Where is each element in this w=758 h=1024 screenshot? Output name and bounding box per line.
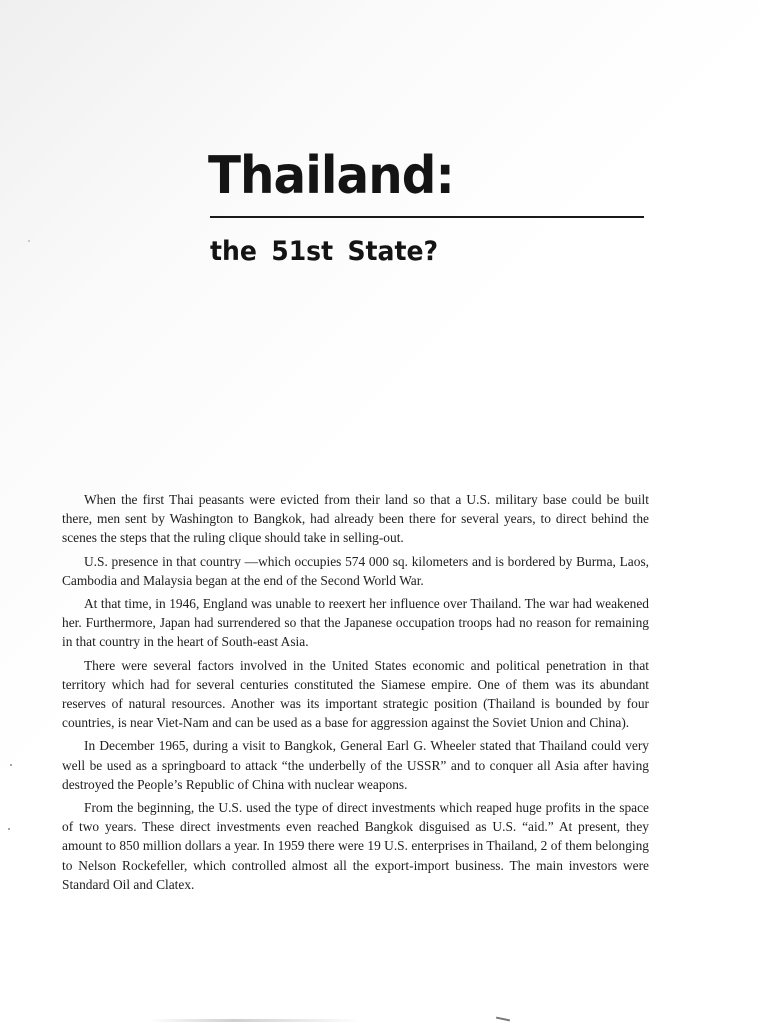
paragraph: U.S. presence in that country —which occupies 574 000 sq. kilometers and is bordered by Burma, Laos, Cambodia and Malaysia began at the end of the Second World War. [62, 553, 649, 588]
paragraph: There were several factors involved in the United States economic and political penetration in that territory which had for several centuries constituted the Siamese empire. One of them was its abundant reserves of natural resources. Another was its important strategic position (Thailand is bounded by four countries, is near Viet-Nam and can be used as a base for aggression against the Soviet Union and China). [62, 657, 649, 731]
paragraph: From the beginning, the U.S. used the type of direct investments which reaped huge profits in the space of two years. These direct investments even reached Bangkok disguised as U.S. “aid.” At present, they amount to 850 million dollars a year. In 1959 there were 19 U.S. enterprises in Thailand, 2 of them belonging to Nelson Rockefeller, which controlled almost all the export-import business. The main investors were Standard Oil and Clatex. [62, 800, 649, 892]
scan-smudge [150, 1019, 360, 1022]
scan-mark [496, 1017, 510, 1022]
article-body [62, 490, 649, 898]
article-subtitle: the 51st State? [210, 236, 439, 267]
scan-speck [10, 764, 12, 766]
scan-speck [28, 240, 30, 242]
article-title: Thailand: [208, 146, 454, 206]
paragraph: In December 1965, during a visit to Bangkok, General Earl G. Wheeler stated that Thailand could very well be used as a springboard to attack “the underbelly of the USSR” and to conquer all Asia after having destroyed the People’s Republic of China with nuclear weapons. [62, 738, 649, 792]
paragraph: When the first Thai peasants were evicted from their land so that a U.S. military base could be built there, men sent by Washington to Bangkok, had already been there for several years, to direct behind the scenes the steps that the ruling clique should take in selling-out. [62, 492, 649, 546]
scan-speck [8, 828, 10, 830]
paragraph: At that time, in 1946, England was unable to reexert her influence over Thailand. The war had weakened her. Furthermore, Japan had surrendered so that the Japanese occupation troops had no reason for remaining in that country in the heart of South-east Asia. [62, 596, 649, 650]
title-underline [210, 216, 644, 218]
